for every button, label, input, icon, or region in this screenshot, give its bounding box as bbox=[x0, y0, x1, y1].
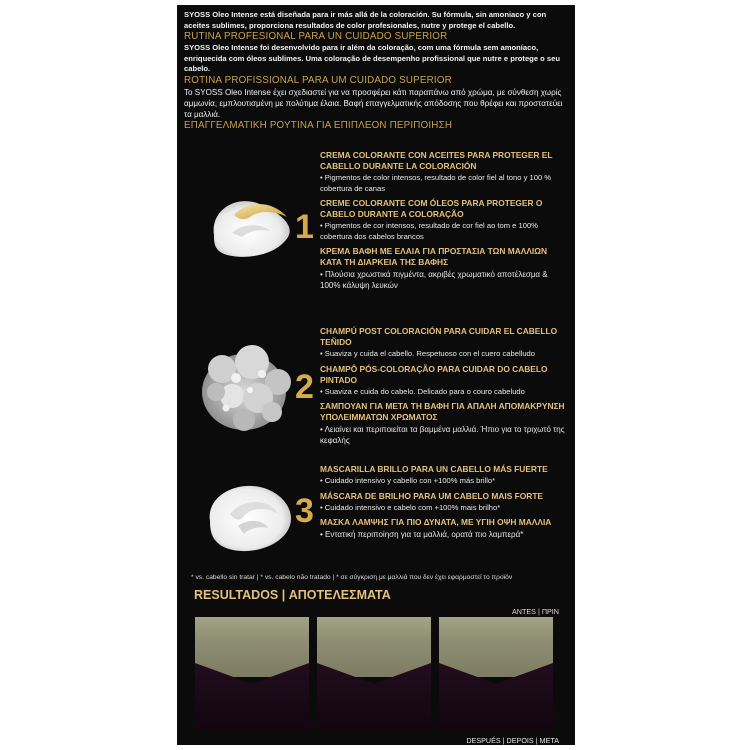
results-title: RESULTADOS | ΑΠΟΤΕΛΕΣΜΑΤΑ bbox=[194, 588, 391, 602]
step-3-gr-bullet: • Εντατική περιποίηση για τα μαλλιά, ορατά πιο λαμπερά* bbox=[320, 530, 524, 539]
footnote: * vs. cabello sin tratar | * vs. cabelo não tratado | * σε σύγκριση με μαλλιά που δεν έχει εφαρμοστεί το προϊόν bbox=[191, 574, 513, 581]
hair-swatch-1 bbox=[195, 617, 309, 732]
intro-gr-text: Το SYOSS Oleo Intense έχει σχεδιαστεί για να προσφέρει κάτι παραπάνω από χρώμα, με σύνθεση χωρίς αμμωνία, εμπλουτισμένη με πολύτιμα έλαια. Βαφή επαγγελματικής απόδοσης που θρέφει και προστατεύει τα μαλλιά. bbox=[184, 87, 563, 119]
step-1-es-bullet: • Pigmentos de color intensos, resultado de color fiel al tono y 100 % cobertura de canas bbox=[320, 173, 552, 193]
step-1-gr-heading: ΚΡΕΜΑ ΒΑΦΗ ΜΕ ΕΛΑΙΑ ΓΙΑ ΠΡΟΣΤΑΣΙΑ ΤΩΝ ΜΑΛΛΙΩΝ ΚΑΤΑ ΤΗ ΔΙΑΡΚΕΙΑ ΤΗΣ ΒΑΦΗΣ bbox=[320, 246, 548, 267]
hair-swatch-before bbox=[439, 617, 553, 677]
step-2-pt-heading: CHAMPÔ PÓS-COLORAÇÃO PARA CUIDAR DO CABELO PINTADO bbox=[320, 363, 548, 385]
step-2-number: 2 bbox=[295, 368, 314, 406]
step-2-es-heading: CHAMPÚ POST COLORACIÓN PARA CUIDAR EL CABELLO TEÑIDO bbox=[320, 326, 558, 347]
mask-swirl-image bbox=[192, 466, 302, 576]
product-back-panel bbox=[177, 5, 575, 745]
step-3-number: 3 bbox=[295, 492, 314, 530]
step-1-gr-bullet: • Πλούσια χρωστικά πιγμέντα, ακριβές χρωματικό αποτέλεσμα & 100% κάλυψη λευκών bbox=[320, 270, 548, 290]
step-2-es-bullet: • Suaviza y cuida el cabello. Respetuoso con el cuero cabelludo bbox=[320, 349, 535, 358]
step-3-pt-heading: MÁSCARA DE BRILHO PARA UM CABELO MAIS FORTE bbox=[320, 490, 544, 501]
before-label: ANTES | ΠΡΙΝ bbox=[512, 607, 559, 616]
step-2-gr-bullet: • Λειαίνει και περιποιείται τα βαμμένα μαλλιά. Ήπιο για το τριχωτό της κεφαλής bbox=[320, 425, 565, 445]
step-3-content bbox=[320, 464, 568, 544]
cream-swirl-image bbox=[192, 175, 302, 285]
step-3-es-bullet: • Cuidado intensivo y cabello con +100% más brillo* bbox=[320, 476, 496, 485]
after-label: DESPUÉS | DEPOIS | ΜΕΤΑ bbox=[466, 736, 559, 745]
step-1-pt-heading: CREME COLORANTE COM ÓLEOS PARA PROTEGER O CABELO DURANTE A COLORAÇÃO bbox=[320, 198, 543, 219]
intro-section bbox=[184, 10, 568, 132]
step-2-content bbox=[320, 326, 568, 450]
step-3-es-heading: MASCARILLA BRILLO PARA UN CABELLO MÁS FUERTE bbox=[320, 464, 548, 474]
intro-es-text: SYOSS Oleo Intense está diseñada para ir más allá de la coloración. Su fórmula, sin amoniaco y con aceites sublimes, proporciona resultados de color profesionales, nutre y protege el cabello. bbox=[184, 10, 547, 30]
hair-swatch-before bbox=[317, 617, 431, 677]
intro-pt-text: SYOSS Oleo Intense foi desenvolvido para ir além da coloração, com uma fórmula sem amoníaco, enriquecida com óleos sublimes. Uma coloração de desempenho profissional que nutre e protege o seu cabelo. bbox=[184, 43, 560, 73]
step-1-pt-bullet: • Pigmentos de cor intensos, resultado de cor fiel ao tom e 100% cobertura dos cabelos brancos bbox=[320, 221, 538, 241]
shampoo-foam-image bbox=[192, 334, 302, 444]
step-3-pt-bullet: • Cuidado intensivo e cabelo com +100% mais brilho* bbox=[320, 502, 501, 512]
hair-swatch-before bbox=[195, 617, 309, 677]
step-1-es-heading: CREMA COLORANTE CON ACEITES PARA PROTEGER EL CABELLO DURANTE LA COLORACIÓN bbox=[320, 150, 553, 171]
hair-swatch-2 bbox=[317, 617, 431, 732]
intro-pt-heading: ROTINA PROFISSIONAL PARA UM CUIDADO SUPERIOR bbox=[184, 74, 452, 86]
step-3-gr-heading: ΜΑΣΚΑ ΛΑΜΨΗΣ ΓΙΑ ΠΙΟ ΔΥΝΑΤΑ, ΜΕ ΥΓΙΗ ΟΨΗ ΜΑΛΛΙΑ bbox=[320, 517, 552, 527]
step-1-content bbox=[320, 150, 568, 295]
step-2-pt-bullet: • Suaviza e cuida do cabelo. Delicado para o couro cabeludo bbox=[320, 386, 525, 396]
step-1-number: 1 bbox=[295, 208, 314, 246]
step-2-gr-heading: ΣΑΜΠΟΥΑΝ ΓΙΑ ΜΕΤΑ ΤΗ ΒΑΦΗ ΓΙΑ ΑΠΑΛΗ ΑΠΟΜΑΚΡΥΝΣΗ ΥΠΟΛΕΙΜΜΑΤΩΝ ΧΡΩΜΑΤΟΣ bbox=[320, 401, 565, 422]
intro-gr-heading: ΕΠΑΓΓΕΛΜΑΤΙΚΗ ΡΟΥΤΙΝΑ ΓΙΑ ΕΠΙΠΛΕΟΝ ΠΕΡΙΠΟΙΗΣΗ bbox=[184, 119, 453, 131]
hair-swatch-3 bbox=[439, 617, 553, 732]
intro-es-heading: RUTINA PROFESIONAL PARA UN CUIDADO SUPERIOR bbox=[184, 31, 448, 42]
